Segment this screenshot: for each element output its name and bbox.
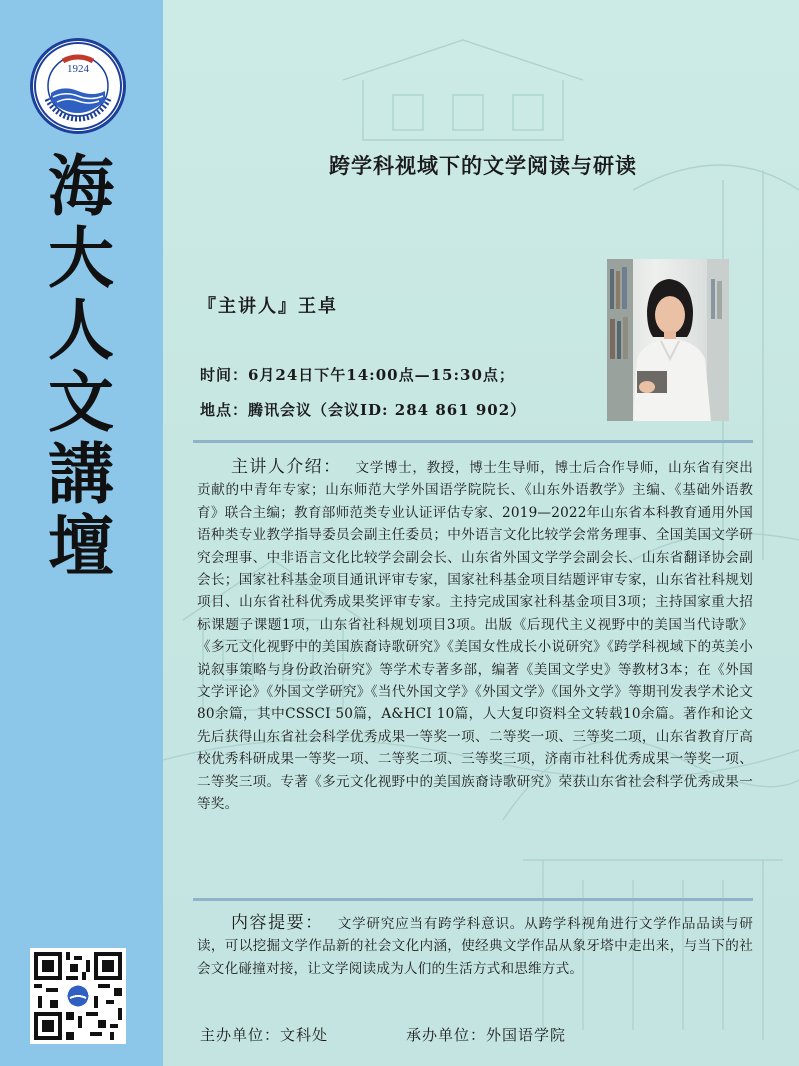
summary-label: 内容提要： xyxy=(231,913,324,933)
talk-summary xyxy=(197,912,753,980)
sidebar xyxy=(0,0,163,1066)
divider-bottom xyxy=(193,898,753,901)
talk-title: 跨学科视域下的文学阅读与研读 xyxy=(329,153,637,178)
logo-year: 1924 xyxy=(67,63,89,75)
speaker-label: 『主讲人』 xyxy=(198,296,298,317)
qr-code-icon[interactable] xyxy=(30,948,126,1044)
divider-top xyxy=(193,440,753,443)
speaker-photo xyxy=(607,259,729,421)
speaker-line xyxy=(198,292,338,318)
lecture-series-title xyxy=(36,147,126,585)
speaker-intro xyxy=(197,456,753,816)
event-time: 时间：6月24日下午14:00点—15:30点； xyxy=(200,366,515,384)
poster-main xyxy=(163,0,799,1066)
title-char: 海 xyxy=(48,147,114,225)
title-char: 人 xyxy=(48,291,114,369)
event-venue: 地点：腾讯会议（会议ID: 284 861 902） xyxy=(200,401,527,419)
summary-text: 文学研究应当有跨学科意识。从跨学科视角进行文学作品品读与研读，可以挖掘文学作品新的社会文化内涵，使经典文学作品从象牙塔中走出来，与当下的社会文化碰撞对接，让文学阅读成为人们的生活方式和思维方式。 xyxy=(197,916,753,977)
logo-emblem-icon xyxy=(33,41,123,131)
intro-text: 文学博士，教授，博士生导师，博士后合作导师，山东省有突出贡献的中青年专家；山东师范大学外国语学院院长、《山东外语教学》主编、《基础外语教育》联合主编；教育部师范类专业认证评估专家、2019—2022年山东省本科教育通用外国语种类专业教学指导委员会副主任委员；中外语言文化比较学会常务理事、全国美国文学研究会理事、中非语言文化比较学会副会长、山东省外国文学学会副会长、山东省翻译协会副会长；国家社科基金项目通讯评审专家，国家社科基金项目结题评审专家，山东省社科规划项目、山东省社科优秀成果奖评审专家。主持完成国家社科基金项目3项；主持国家重大招标课题子课题1项，山东省社科规划项目3项。出版《后现代主义视野中的美国当代诗歌》《多元文化视野中的美国族裔诗歌研究》《美国女性成长小说研究》《跨学科视域下的英美小说叙事策略与身份政治研究》等学术专著多部，编著《美国文学史》等教材3本；在《外国文学评论》《外国文学研究》《当代外国文学》《外国文学》《国外文学》等期刊发表学术论文80余篇，其中CSSCI 50篇，A&HCI 10篇，人大复印资料全文转载10余篇。著作和论文先后获得山东省社会科学优秀成果一等奖一项、二等奖一项、三等奖二项，山东省教育厅高校优秀科研成果一等奖一项、二等奖二项、三等奖三项，济南市社科优秀成果一等奖一项、二等奖三项。专著《多元文化视野中的美国族裔诗歌研究》荣获山东省社会科学优秀成果一等奖。 xyxy=(197,460,754,813)
title-char: 講 xyxy=(48,435,114,513)
title-char: 文 xyxy=(48,363,114,441)
organizer-unit: 承办单位：外国语学院 xyxy=(406,1026,567,1044)
university-logo xyxy=(30,38,126,134)
speaker-name: 王卓 xyxy=(298,296,338,317)
title-char: 大 xyxy=(48,219,114,297)
title-char: 壇 xyxy=(48,507,114,585)
intro-label: 主讲人介绍： xyxy=(231,457,342,477)
host-unit: 主办单位：文科处 xyxy=(200,1026,329,1044)
